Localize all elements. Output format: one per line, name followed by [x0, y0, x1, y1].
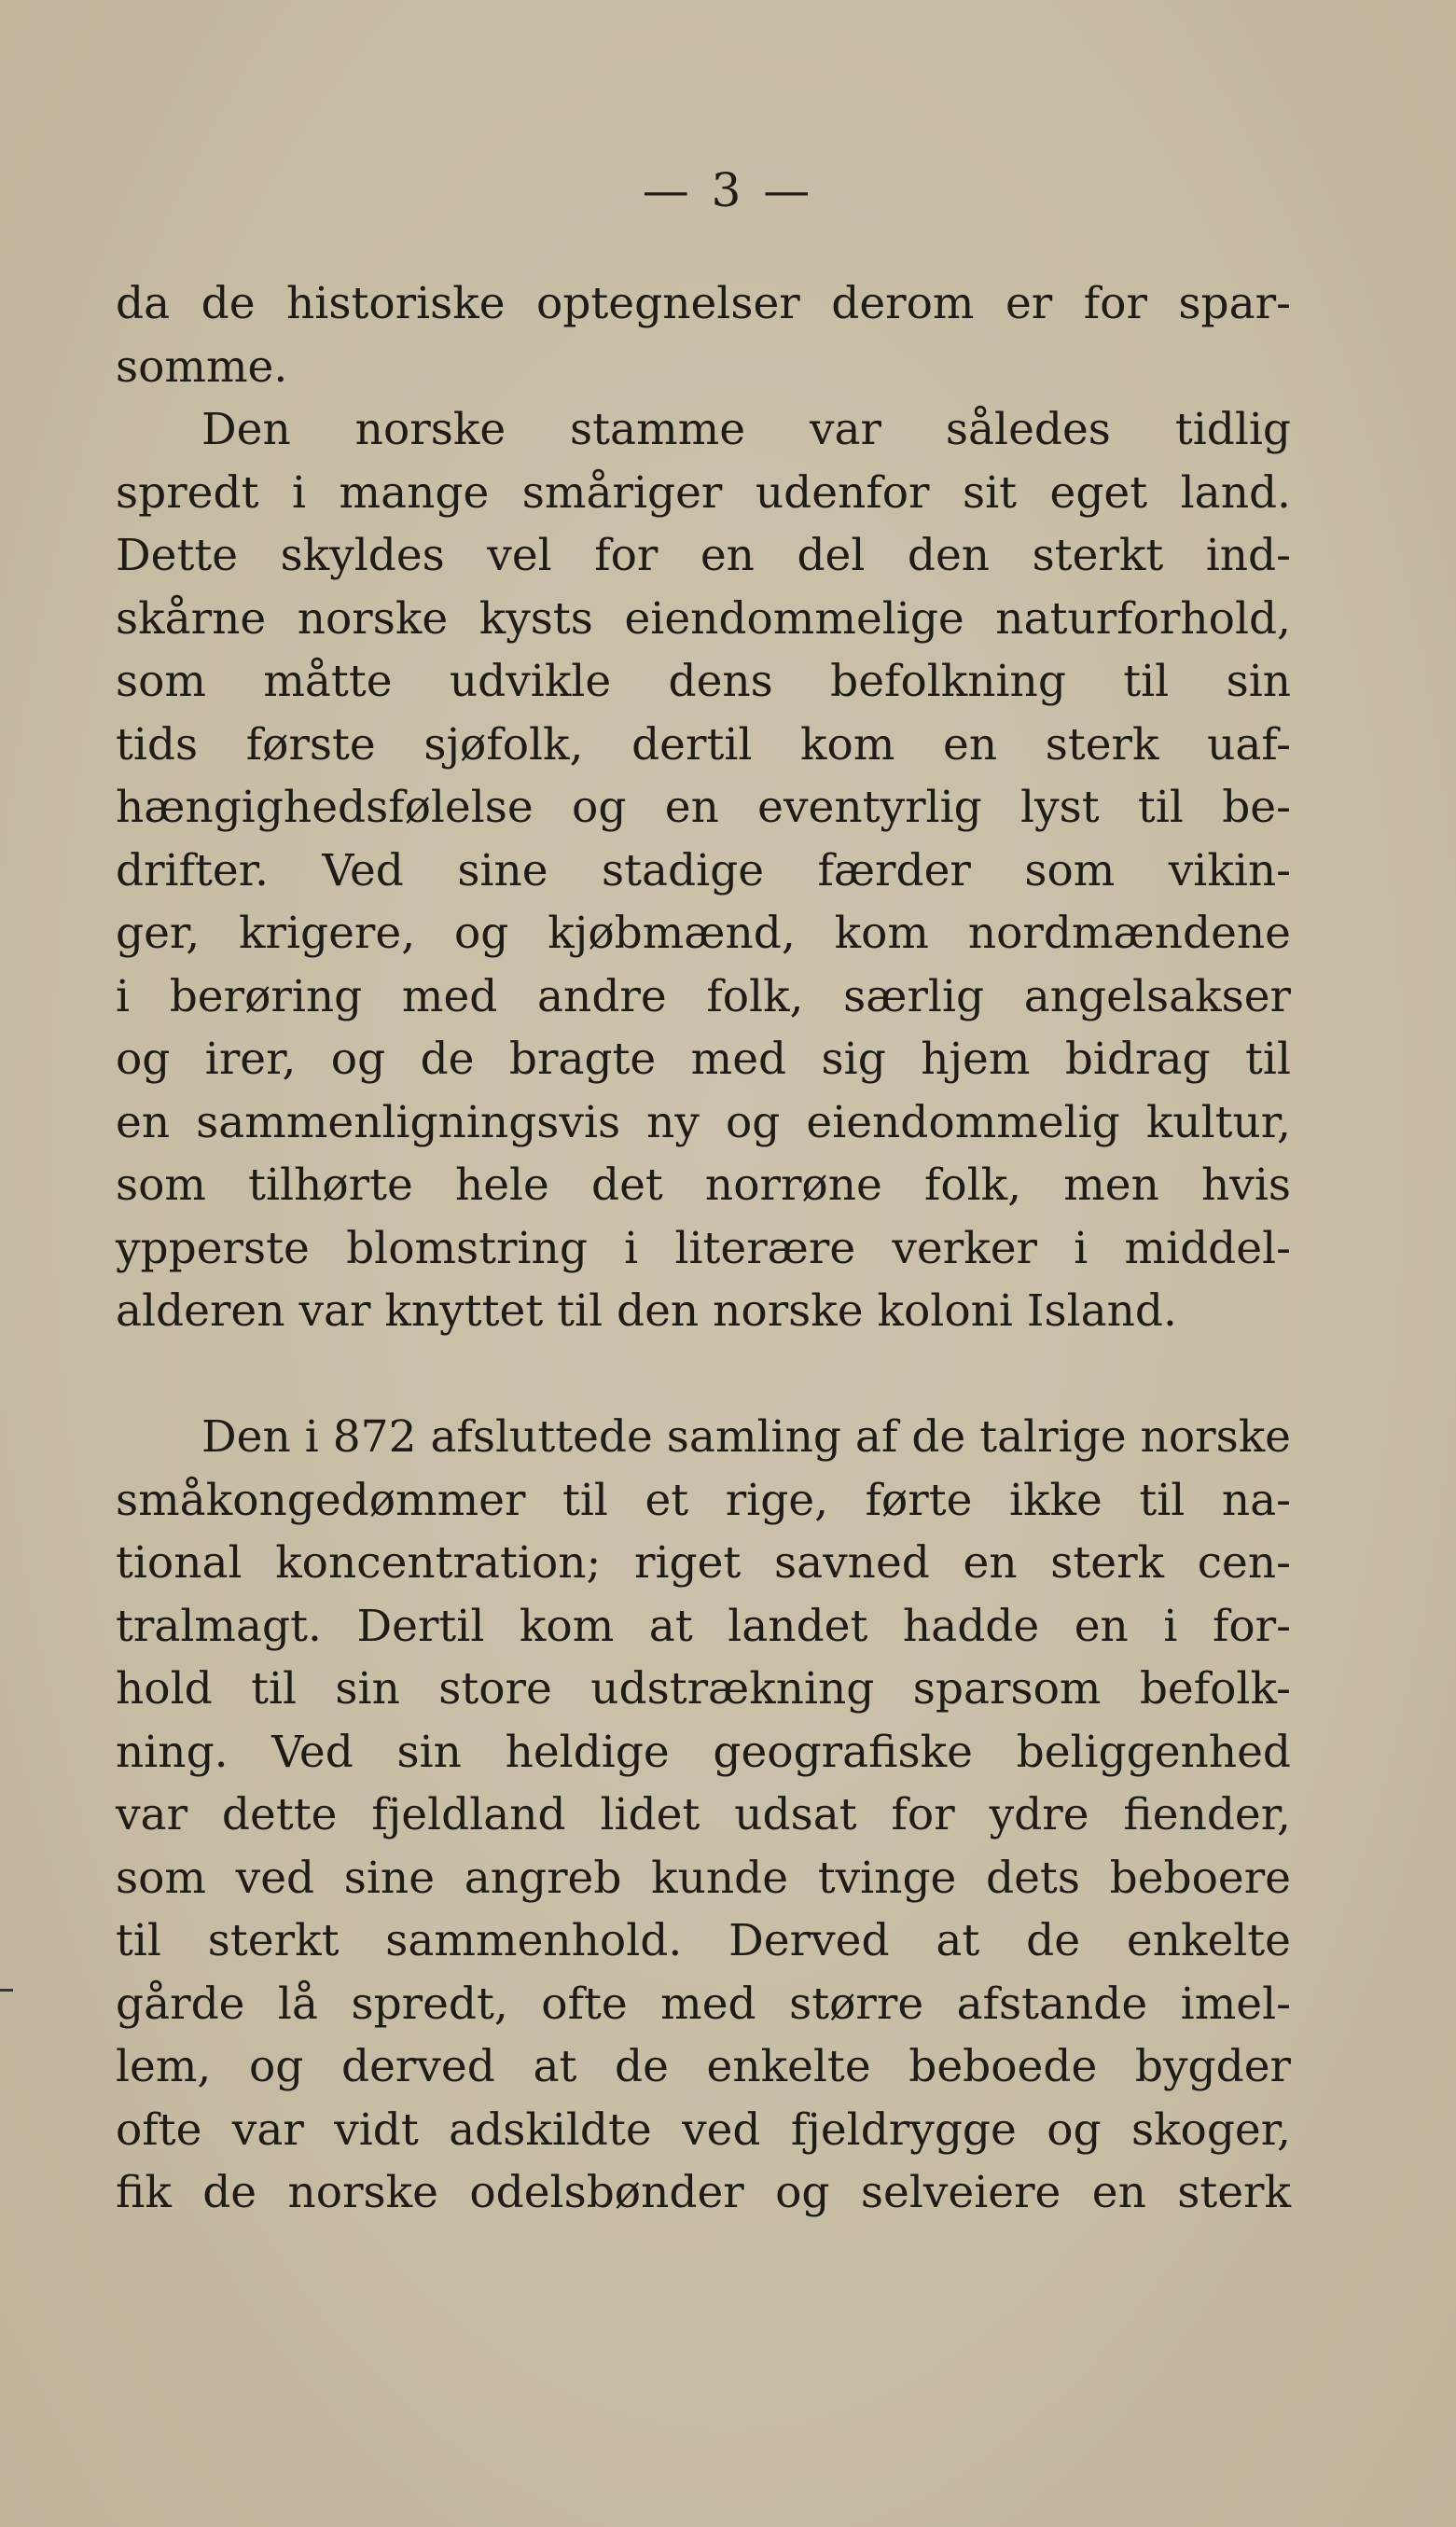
text-line: tids første sjøfolk, dertil kom en sterk uaf-	[116, 718, 1291, 771]
text-line: fik de norske odelsbønder og selveiere en sterk	[116, 2167, 1291, 2218]
text-line: Den norske stamme var således tidlig	[201, 404, 1291, 455]
margin-mark	[0, 1989, 13, 1992]
text-line: til sterkt sammenhold. Derved at de enkelte	[116, 1915, 1291, 1966]
text-line: som måtte udvikle dens befolkning til sin	[116, 656, 1291, 707]
text-line: da de historiske optegnelser derom er for spar-	[116, 278, 1291, 329]
text-line: hold til sin store udstrækning sparsom befolk-	[116, 1663, 1291, 1715]
text-block-top	[116, 272, 1291, 1343]
text-line: Dette skyldes vel for en del den sterkt ind-	[116, 530, 1291, 581]
text-line: tralmagt. Dertil kom at landet hadde en i for-	[116, 1600, 1291, 1652]
text-line: ger, krigere, og kjøbmænd, kom nordmændene	[116, 908, 1291, 959]
text-line: var dette fjeldland lidet udsat for ydre fiender,	[116, 1789, 1291, 1840]
text-line: som tilhørte hele det norrøne folk, men hvis	[116, 1159, 1291, 1211]
text-block-bottom	[116, 1406, 1291, 2225]
text-line: hængighedsfølelse og en eventyrlig lyst til be-	[116, 782, 1291, 833]
text-line: gårde lå spredt, ofte med større afstande imel-	[116, 1978, 1291, 2030]
text-line: i berøring med andre folk, særlig angelsakser	[116, 970, 1291, 1022]
text-line: lem, og derved at de enkelte beboede bygder	[116, 2041, 1291, 2092]
text-line: småkongedømmer til et rige, førte ikke til na-	[116, 1474, 1291, 1526]
text-line: og irer, og de bragte med sig hjem bidrag til	[116, 1034, 1291, 1085]
text-line: spredt i mange småriger udenfor sit eget land.	[116, 466, 1291, 519]
text-line: skårne norske kysts eiendommelige naturforhold,	[116, 592, 1291, 645]
text-line: ning. Ved sin heldige geografiske beliggenhed	[116, 1726, 1291, 1778]
text-line: som ved sine angreb kunde tvinge dets beboere	[116, 1852, 1291, 1904]
page-number: — 3 —	[642, 163, 814, 217]
text-line: tional koncentration; riget savned en sterk cen-	[116, 1537, 1291, 1589]
text-line: Den i 872 afsluttede samling af de talrige norske	[201, 1411, 1291, 1463]
text-line: ypperste blomstring i literære verker i middel-	[116, 1222, 1291, 1274]
text-line: drifter. Ved sine stadige færder som vikin-	[116, 844, 1291, 896]
text-line: ofte var vidt adskildte ved fjeldrygge og skoger,	[116, 2104, 1291, 2156]
text-line: en sammenligningsvis ny og eiendommelig kultur,	[116, 1096, 1291, 1148]
text-line: alderen var knyttet til den norske koloni Island.	[116, 1285, 1177, 1337]
text-line: somme.	[116, 340, 288, 393]
